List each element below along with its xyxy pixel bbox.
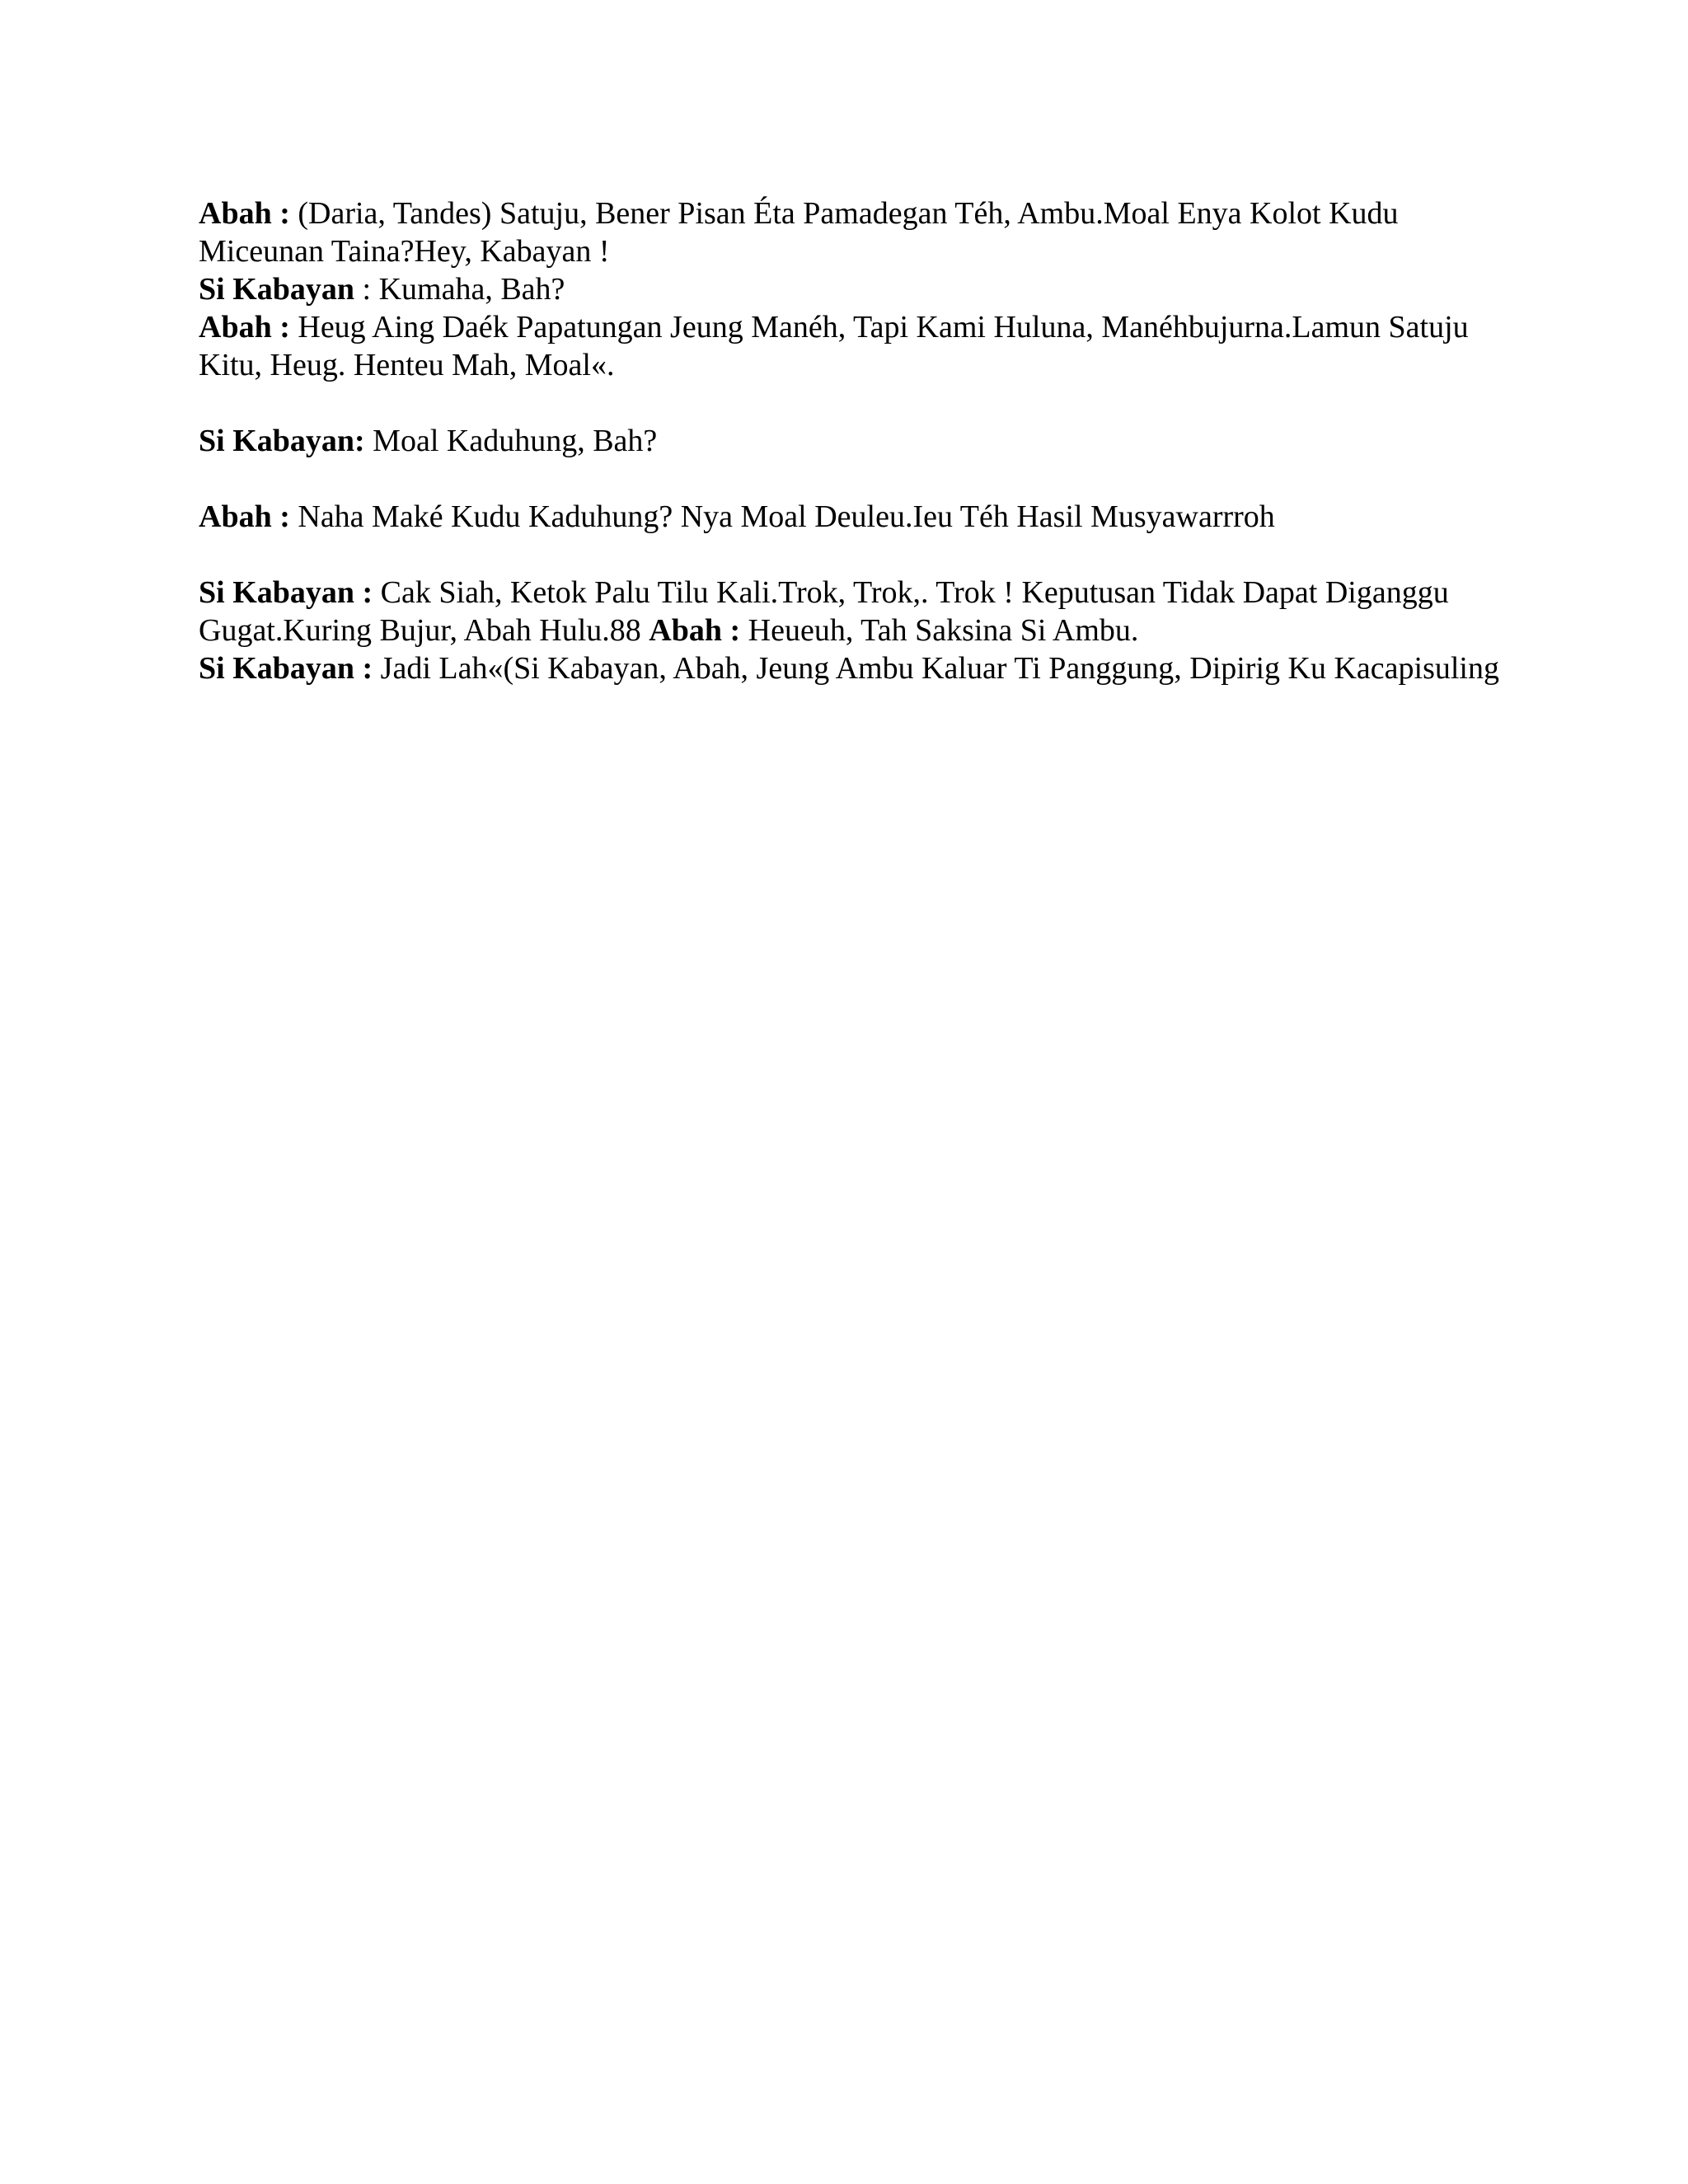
speaker-name: Si Kabayan: <box>199 424 365 458</box>
dialogue-line <box>199 270 1501 308</box>
dialogue-line <box>199 422 1501 460</box>
speaker-name: Abah : <box>199 499 290 534</box>
dialogue-text: Cak Siah, Ketok Palu Tilu Kali.Trok, Trok,. Trok ! Keputusan Tidak Dapat Diganggu Gugat.Kuring Bujur, Abah Hulu.88 <box>199 575 1449 648</box>
dialogue-text: Heueuh, Tah Saksina Si Ambu. <box>740 613 1139 648</box>
dialogue-text: : Kumaha, Bah? <box>354 272 565 307</box>
dialogue-line <box>199 498 1501 536</box>
script-body <box>199 194 1501 687</box>
paragraph-gap <box>199 460 1501 498</box>
speaker-name: Abah : <box>649 613 741 648</box>
paragraph-gap <box>199 536 1501 574</box>
dialogue-line <box>199 308 1501 384</box>
dialogue-line <box>199 574 1501 649</box>
speaker-name: Si Kabayan : <box>199 651 373 686</box>
speaker-name: Abah : <box>199 196 290 231</box>
dialogue-text: (Daria, Tandes) Satuju, Bener Pisan Éta Pamadegan Téh, Ambu.Moal Enya Kolot Kudu Miceunan Taina?Hey, Kabayan ! <box>199 196 1399 269</box>
dialogue-text: Heug Aing Daék Papatungan Jeung Manéh, Tapi Kami Huluna, Manéhbujurna.Lamun Satuju Kitu, Heug. Henteu Mah, Moal«. <box>199 310 1469 382</box>
dialogue-line <box>199 194 1501 270</box>
paragraph-gap <box>199 384 1501 422</box>
dialogue-text: Jadi Lah«(Si Kabayan, Abah, Jeung Ambu Kaluar Ti Panggung, Dipirig Ku Kacapisuling <box>373 651 1499 686</box>
dialogue-text: Moal Kaduhung, Bah? <box>364 424 658 458</box>
dialogue-text: Naha Maké Kudu Kaduhung? Nya Moal Deuleu.Ieu Téh Hasil Musyawarrroh <box>289 499 1275 534</box>
dialogue-line <box>199 649 1501 687</box>
speaker-name: Abah : <box>199 310 290 344</box>
speaker-name: Si Kabayan <box>199 272 355 307</box>
speaker-name: Si Kabayan : <box>199 575 373 610</box>
